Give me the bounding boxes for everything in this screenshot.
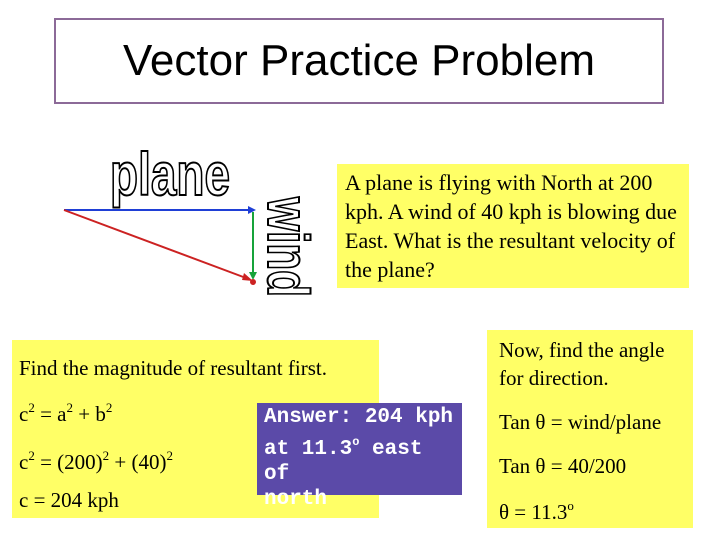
vector-endpoint [250, 279, 256, 285]
wind-label: wind [255, 197, 320, 330]
problem-text: A plane is flying with North at 200 kph. A wind of 40 kph is blowing due East. What is the resultant velocity of the plane? [345, 170, 677, 282]
tan-substituted: Tan θ = 40/200 [499, 454, 627, 478]
page-title: Vector Practice Problem [123, 36, 595, 85]
resultant-vector [64, 210, 246, 278]
problem-box [337, 164, 689, 288]
vector-diagram [60, 200, 270, 300]
angle-result: $\theta = 11.3^o$ [499, 498, 574, 524]
answer-line-3: north [264, 488, 328, 511]
answer-line-1: Answer: 204 kph [264, 406, 454, 429]
result-equation: c = 204 kph [19, 488, 119, 512]
angle-heading: Now, find the angle for direction. [499, 338, 665, 390]
substituted-equation: $c^2 = (200)^2 + (40)^2$ [19, 448, 174, 474]
angle-box [487, 330, 693, 528]
answer-box [257, 403, 462, 511]
pythagorean-equation: $c^2 = a^2 + b^2$ [19, 400, 113, 426]
wind-word-art [255, 195, 328, 330]
magnitude-heading: Find the magnitude of resultant first. [19, 356, 327, 380]
tan-equation: Tan θ = wind/plane [499, 410, 662, 434]
plane-label: plane [110, 141, 230, 208]
answer-line-2: at 11.3$^o$ east of [264, 435, 423, 486]
title-box [54, 18, 664, 104]
